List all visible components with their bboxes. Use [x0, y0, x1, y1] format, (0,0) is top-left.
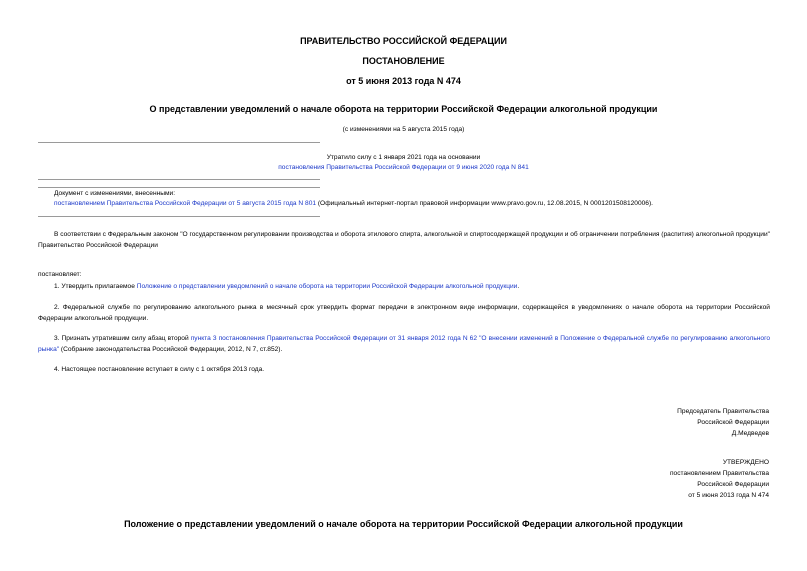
issuer-heading: ПРАВИТЕЛЬСТВО РОССИЙСКОЙ ФЕДЕРАЦИИ: [300, 36, 507, 46]
approval-block: [670, 457, 769, 501]
item-1: [38, 281, 770, 292]
divider: [38, 187, 320, 188]
annex-title: Положение о представлении уведомлений о начале оборота на территории Российской Федерации алкогольной продукции: [124, 519, 683, 529]
item-3-prefix: 3. Признать утратившим силу абзац второй: [54, 335, 191, 342]
signature-block: [677, 406, 769, 439]
item-2: 2. Федеральной службе по регулированию алкогольного рынка в месячный срок утвердить формат передачи в электронном виде информации, содержащейся в уведомлениях о начале оборота на территории Российской Федерации алкогольной продукции.: [38, 304, 770, 322]
regulation-link[interactable]: Положение о представлении уведомлений о начале оборота на территории Российской Федерации алкогольной продукции: [136, 283, 518, 290]
approval-line-1: УТВЕРЖДЕНО: [722, 459, 769, 466]
divider: [38, 142, 320, 143]
repealed-decree-link[interactable]: пункта 3 постановления Правительства Российской Федерации от 31 января 2012 года N 62 "О внесении изменений в Положение о Федеральной службе по регулированию алкогольного рынка": [38, 335, 771, 353]
item-1-suffix: .: [517, 283, 520, 290]
signature-line-1: Председатель Правительства: [677, 408, 769, 415]
item-4: 4. Настоящее постановление вступает в силу с 1 октября 2013 года.: [54, 366, 265, 373]
expired-basis-link[interactable]: постановления Правительства Российской Федерации от 9 июня 2020 года N 841: [278, 164, 529, 171]
changes-block: [54, 189, 774, 209]
changes-source: (Официальный интернет-портал правовой информации www.pravo.gov.ru, 12.08.2015, N 0001201508120006).: [316, 200, 653, 207]
approval-line-2: постановлением Правительства: [669, 470, 769, 477]
document-type-heading: ПОСТАНОВЛЕНИЕ: [362, 56, 445, 66]
divider: [38, 216, 320, 217]
changes-label: Документ с изменениями, внесенными:: [54, 190, 176, 197]
item-1-prefix: 1. Утвердить прилагаемое: [54, 283, 137, 290]
signature-line-3: Д.Медведев: [731, 430, 769, 437]
approval-line-4: от 5 июня 2013 года N 474: [688, 492, 769, 499]
changes-decree-link[interactable]: постановлением Правительства Российской Федерации от 5 августа 2015 года N 801: [54, 200, 317, 207]
approval-line-3: Российской Федерации: [697, 481, 769, 488]
document-title: О представлении уведомлений о начале оборота на территории Российской Федерации алкогольной продукции: [149, 104, 658, 114]
decrees-label: постановляет:: [38, 271, 82, 278]
expired-notice: [0, 153, 807, 173]
item-3-suffix: (Собрание законодательства Российской Федерации, 2012, N 7, ст.852).: [59, 346, 283, 353]
divider: [38, 179, 320, 180]
preamble: В соответствии с Федеральным законом "О государственном регулировании производства и оборота этилового спирта, алкогольной и спиртосодержащей продукции и об ограничении потребления (распития) алкогольной продукции" Правительство Российской Федерации: [38, 231, 770, 249]
document-date-number: от 5 июня 2013 года N 474: [346, 76, 461, 86]
amendments-note: (с изменениями на 5 августа 2015 года): [342, 126, 465, 133]
item-3: [38, 333, 770, 355]
signature-line-2: Российской Федерации: [697, 419, 769, 426]
expired-text: Утратило силу с 1 января 2021 года на основании: [326, 154, 481, 161]
